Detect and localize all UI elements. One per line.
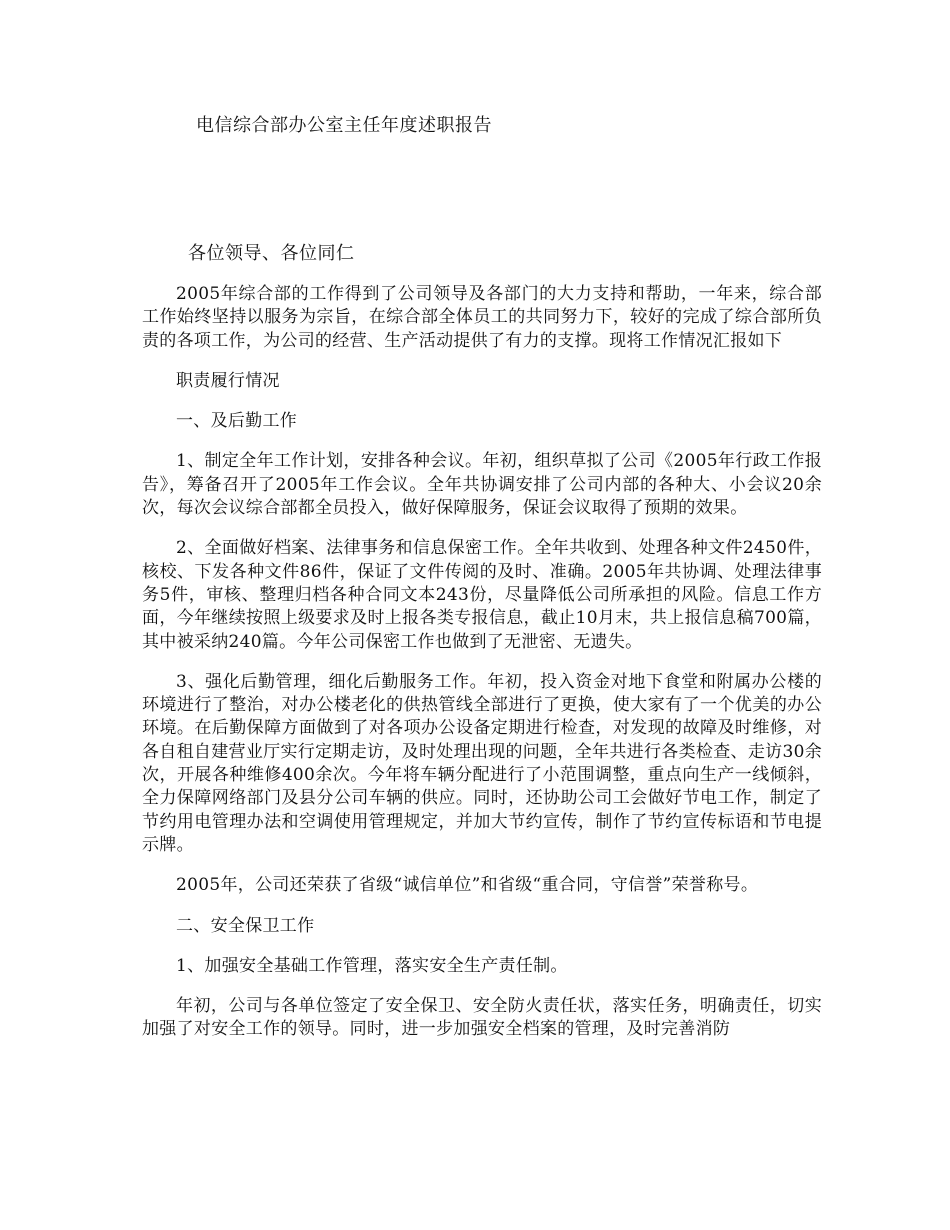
paragraph-security-detail: 年初，公司与各单位签定了安全保卫、安全防火责任状，落实任务，明确责任，切实加强了对安全工作的领导。同时，进一步加强安全档案的管理，及时完善消防 — [142, 996, 822, 1040]
section-heading-security: 二、安全保卫工作 — [176, 915, 315, 936]
paragraph-item-2: 2、全面做好档案、法律事务和信息保密工作。全年共收到、处理各种文件2450件，核校、下发各种文件86件，保证了文件传阅的及时、准确。2005年共协调、处理法律事务5件，审核、整理归档各种合同文本243份，尽量降低公司所承担的风险。信息工作方面，今年继续按照上级要求及时上报各类专报信息，截止10月末，共上报信息稿700篇，其中被采纳240篇。今年公司保密工作也做到了无泄密、无遗失。 — [142, 538, 822, 652]
paragraph-item-1: 1、制定全年工作计划，安排各种会议。年初，组织草拟了公司《2005年行政工作报告》，筹备召开了2005年工作会议。全年共协调安排了公司内部的各种大、小会议20余次，每次会议综合部都全员投入，做好保障服务，保证会议取得了预期的效果。 — [142, 451, 822, 519]
section-heading-logistics: 一、及后勤工作 — [176, 411, 298, 432]
paragraph-security-item-1: 1、加强安全基础工作管理，落实安全生产责任制。 — [176, 955, 568, 976]
document-title: 电信综合部办公室主任年度述职报告 — [196, 115, 492, 136]
section-heading-duties: 职责履行情况 — [176, 370, 280, 391]
intro-paragraph: 2005年综合部的工作得到了公司领导及各部门的大力支持和帮助，一年来，综合部工作始终坚持以服务为宗旨，在综合部全体员工的共同努力下，较好的完成了综合部所负责的各项工作，为公司的经营、生产活动提供了有力的支撑。现将工作情况汇报如下 — [142, 284, 822, 351]
document-body — [142, 283, 822, 1059]
paragraph-item-3: 3、强化后勤管理，细化后勤服务工作。年初，投入资金对地下食堂和附属办公楼的环境进行了整治，对办公楼老化的供热管线全部进行了更换，使大家有了一个优美的办公环境。在后勤保障方面做到了对各项办公设备定期进行检查，对发现的故障及时维修，对各自租自建营业厅实行定期走访，及时处理出现的问题，全年共进行各类检查、走访30余次，开展各种维修400余次。今年将车辆分配进行了小范围调整，重点向生产一线倾斜，全力保障网络部门及县分公司车辆的供应。同时，还协助公司工会做好节电工作，制定了节约用电管理办法和空调使用管理规定，并加大节约宣传，制作了节约宣传标语和节电提示牌。 — [142, 671, 822, 855]
paragraph-honors: 2005年，公司还荣获了省级“诚信单位”和省级“重合同，守信誉”荣誉称号。 — [176, 875, 759, 896]
salutation: 各位领导、各位同仁 — [188, 243, 355, 264]
